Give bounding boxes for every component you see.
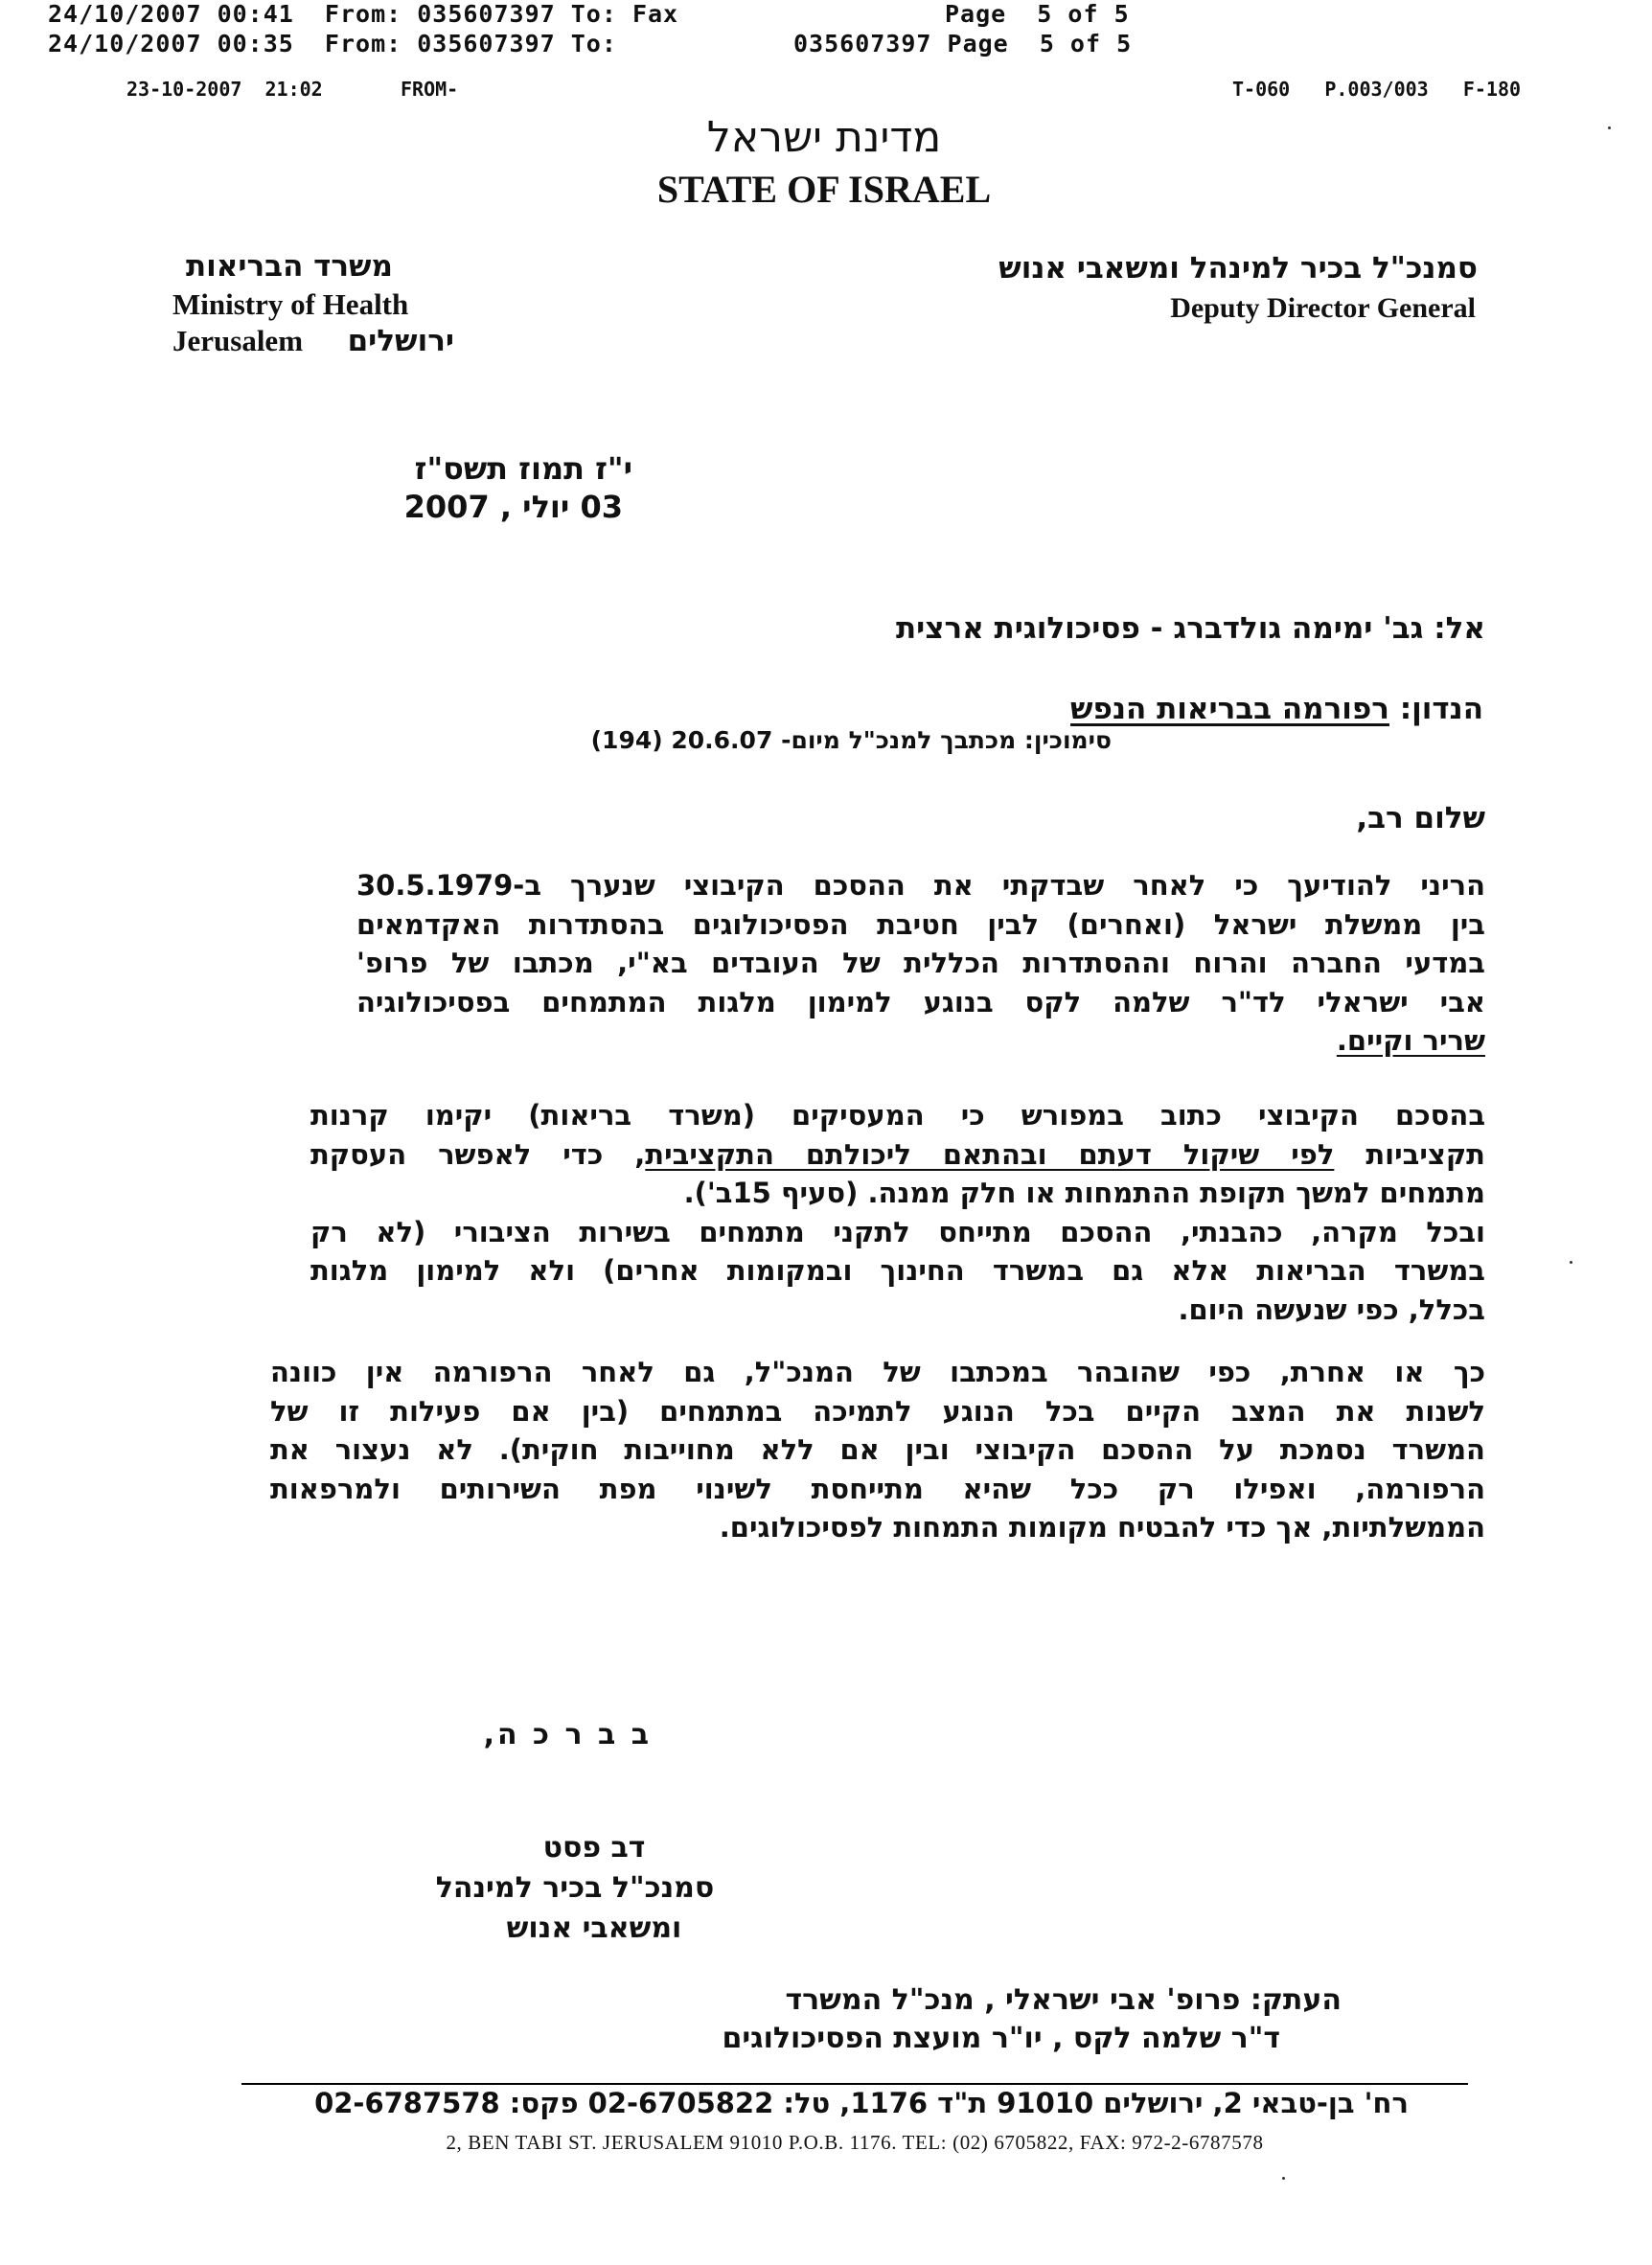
cc-recipient-1: פרופ' אבי ישראלי , מנכ"ל המשרד — [785, 1983, 1241, 2017]
paragraph-3 — [270, 1353, 1485, 1547]
paragraph-3-line: לשנות את המצב הקיים בכל הנוגע לתמיכה במתמחים (בין אם פעילות זו של — [270, 1394, 1485, 1428]
paragraph-2-line-2: תקציביות לפי שיקול דעתם ובהתאם ליכולתם התקציבית, כדי לאפשר העסקת — [310, 1137, 1485, 1171]
ministry-name-english: Ministry of Health — [172, 287, 409, 321]
underlined-phrase: לפי שיקול דעתם ובהתאם ליכולתם התקציבית — [645, 1137, 1335, 1171]
deputy-title-english: Deputy Director General — [1170, 292, 1476, 324]
paragraph-1 — [356, 866, 1485, 1061]
paragraph-3-last-line: הממשלתיות, אך כדי להבטיח מקומות התמחות לפסיכולוגים. — [719, 1511, 1485, 1544]
footer-divider — [241, 2083, 1468, 2085]
paragraph-3-line: המשרד נסמכת על ההסכם הקיבוצי ובין אם ללא מחוייבות חוקית). לא נעצור את — [270, 1433, 1485, 1466]
state-title-hebrew: מדינת ישראל — [706, 113, 942, 162]
paragraph-2-line: בכלל, כפי שנעשה היום. — [1178, 1293, 1485, 1326]
paragraph-2 — [310, 1096, 1485, 1329]
footer-address-hebrew: רח' בן-טבאי 2, ירושלים 91010 ת"ד 1176, טל: 02-6705822 פקס: 02-6787578 — [314, 2087, 1409, 2119]
signatory-block — [383, 1828, 767, 1949]
signatory-title-2: ומשאבי אנוש — [506, 1911, 682, 1945]
signatory-name: דב פסט — [542, 1831, 646, 1865]
ministry-name-hebrew: משרד הבריאות — [185, 249, 393, 284]
cc-label: העתק: — [1250, 1983, 1342, 2017]
deputy-title-hebrew: סמנכ"ל בכיר למינהל ומשאבי אנוש — [998, 251, 1478, 286]
addressee: אל: גב' ימימה גולדברג - פסיכולוגית ארצית — [895, 611, 1485, 646]
paragraph-1-line: הריני להודיעך כי לאחר שבדקתי את ההסכם הקיבוצי שנערך ב-30.5.1979 — [356, 869, 1485, 902]
paragraph-2-line: במשרד הבריאות אלא גם במשרד החינוך ובמקומות אחרים) ולא למימון מלגות — [310, 1254, 1485, 1287]
paragraph-2-line: בהסכם הקיבוצי כתוב במפורש כי המעסיקים (משרד בריאות) יקימו קרנות — [310, 1099, 1485, 1132]
fax-header-line1-left: 24/10/2007 00:41 From: 035607397 To: Fax — [48, 0, 679, 28]
paragraph-1-line: במדעי החברה והרוח וההסתדרות הכללית של העובדים בא"י, מכתבו של פרופ' — [356, 947, 1485, 979]
state-title-english: STATE OF ISRAEL — [656, 168, 992, 211]
paragraph-1-line: אבי ישראלי לד"ר שלמה לקס בנוגע למימון מלגות המתמחים בפסיכולוגיה — [356, 985, 1485, 1018]
footer-address-english: 2, BEN TABI ST. JERUSALEM 91010 P.O.B. 1176. TEL: (02) 6705822, FAX: 972-2-6787578 — [446, 2131, 1264, 2154]
jerusalem-hebrew: ירושלים — [347, 324, 454, 358]
paragraph-1-line: בין ממשלת ישראל (ואחרים) לבין חטיבת הפסיכולוגים בהסתדרות האקדמאים — [356, 907, 1485, 941]
fax-header-line2-left: 24/10/2007 00:35 From: 035607397 To: — [48, 30, 617, 57]
cc-line-1 — [671, 1981, 1342, 2020]
paragraph-3-line: כך או אחרת, כפי שהובהר במכתבו של המנכ"ל, גם לאחר הרפורמה אין כוונה — [270, 1356, 1485, 1388]
closing: ב ב ר כ ה, — [483, 1718, 652, 1751]
subject-reference: סימוכין: מכתבך למנכ"ל מיום- 20.6.07 (194) — [590, 726, 1112, 754]
subject-prefix: הנדון: — [1399, 692, 1483, 726]
subject-text: רפורמה בבריאות הנפש — [1070, 692, 1389, 726]
scan-speck — [1608, 126, 1611, 129]
cc-recipient-2: ד"ר שלמה לקס , יו"ר מועצת הפסיכולוגים — [722, 2022, 1280, 2055]
signatory-title-1: סמנכ"ל בכיר למינהל — [435, 1871, 715, 1905]
date-gregorian: 03 יולי , 2007 — [403, 489, 623, 525]
jerusalem-english: Jerusalem — [172, 324, 304, 357]
subject-line — [843, 690, 1483, 728]
paragraph-3-line: הרפורמה, ואפילו רק ככל שהיא מתייחסת לשינוי מפת השירותים ולמרפאות — [270, 1472, 1485, 1505]
greeting: שלום רב, — [1356, 801, 1485, 835]
paragraph-2-line: ובכל מקרה, כהבנתי, ההסכם מתייחס לתקני מתמחים בשירות הציבורי (לא רק — [310, 1215, 1485, 1248]
fax-header-codes: T-060 P.003/003 F-180 — [1232, 78, 1522, 101]
fax-header-date: 23-10-2007 21:02 — [126, 78, 323, 101]
scan-speck — [1282, 2177, 1285, 2180]
paragraph-2-line: מתמחים למשך תקופת ההתמחות או חלק ממנה. (סעיף 15ב'). — [683, 1177, 1485, 1209]
scan-speck — [1570, 1261, 1572, 1264]
fax-header-line1-right: Page 5 of 5 — [945, 0, 1130, 28]
fax-header-from: FROM- — [401, 78, 459, 101]
date-hebrew: י"ז תמוז תשס"ז — [414, 450, 632, 487]
fax-header-line2-right: 035607397 Page 5 of 5 — [793, 30, 1133, 57]
paragraph-1-last-line: שריר וקיים. — [1336, 1024, 1485, 1057]
